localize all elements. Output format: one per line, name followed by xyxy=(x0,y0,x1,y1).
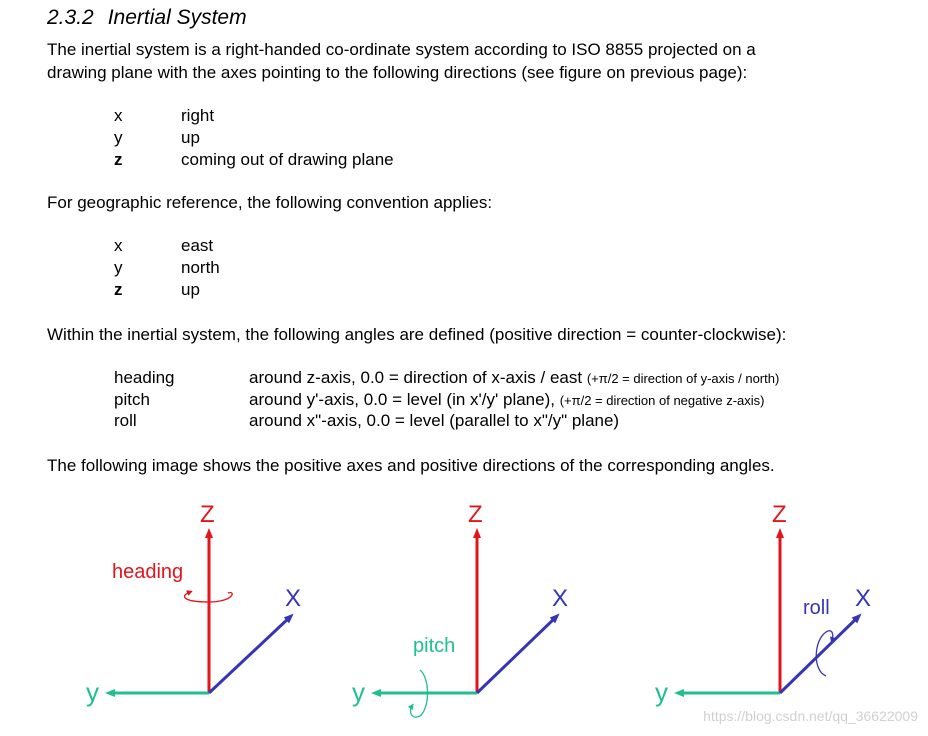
angle-label: roll xyxy=(803,597,830,619)
angle-desc-main: around y'-axis, 0.0 = level (in x'/y' plane), xyxy=(249,390,560,409)
axis-desc: coming out of drawing plane xyxy=(181,150,394,169)
figure-caption: The following image shows the positive axes and positive directions of the corresponding angles. xyxy=(47,456,775,475)
axis-desc: right xyxy=(181,106,215,125)
axis-desc: up xyxy=(181,280,200,299)
angle-name: roll xyxy=(114,411,137,430)
panel-pitch xyxy=(352,501,568,717)
geo-intro: For geographic reference, the following convention applies: xyxy=(47,193,493,212)
angle-desc xyxy=(249,367,779,390)
angle-note: (+π/2 = direction of y-axis / north) xyxy=(586,371,780,386)
axes-figure xyxy=(0,490,928,736)
axis-desc: east xyxy=(181,236,214,255)
axis-name: y xyxy=(114,128,123,147)
x-axis xyxy=(209,617,290,693)
section-number: 2.3.2 xyxy=(47,6,94,29)
section-title: Inertial System xyxy=(107,6,247,29)
intro-line-2: drawing plane with the axes pointing to the following directions (see figure on previous page): xyxy=(47,63,748,82)
axis-name: z xyxy=(114,280,123,299)
angle-desc-main: around z-axis, 0.0 = direction of x-axis / east xyxy=(249,368,587,387)
axis-desc: north xyxy=(181,258,220,277)
axis-name: y xyxy=(114,258,123,277)
section-heading xyxy=(47,6,247,30)
y-label: y xyxy=(655,677,668,707)
angle-desc xyxy=(249,410,619,433)
angle-name: heading xyxy=(114,368,175,387)
axis-name: x xyxy=(114,106,123,125)
axis-name: x xyxy=(114,236,123,255)
angle-label: heading xyxy=(112,561,184,583)
angles-intro: Within the inertial system, the following angles are defined (positive direction = counter-clockwise): xyxy=(47,325,787,344)
x-label: X xyxy=(552,585,569,612)
axis-name: z xyxy=(114,150,123,169)
panel-roll xyxy=(655,501,871,707)
angle-desc xyxy=(249,389,765,412)
x-label: X xyxy=(285,585,302,612)
z-label: Z xyxy=(200,501,215,528)
angle-label: pitch xyxy=(413,635,456,657)
watermark: https://blog.csdn.net/qq_36622009 xyxy=(703,708,918,724)
axis-desc: up xyxy=(181,128,200,147)
z-label: Z xyxy=(772,501,787,528)
y-label: y xyxy=(352,677,365,707)
angle-desc-main: around x"-axis, 0.0 = level (parallel to x"/y" plane) xyxy=(249,411,620,430)
panel-heading xyxy=(86,501,301,707)
x-label: X xyxy=(855,585,872,612)
intro-line-1: The inertial system is a right-handed co-ordinate system according to ISO 8855 projected on a xyxy=(47,40,756,59)
angle-note: (+π/2 = direction of negative z-axis) xyxy=(559,393,765,408)
y-label: y xyxy=(86,677,99,707)
x-axis xyxy=(780,617,858,693)
angle-name: pitch xyxy=(114,390,150,409)
x-axis xyxy=(477,617,556,693)
z-label: Z xyxy=(468,501,483,528)
